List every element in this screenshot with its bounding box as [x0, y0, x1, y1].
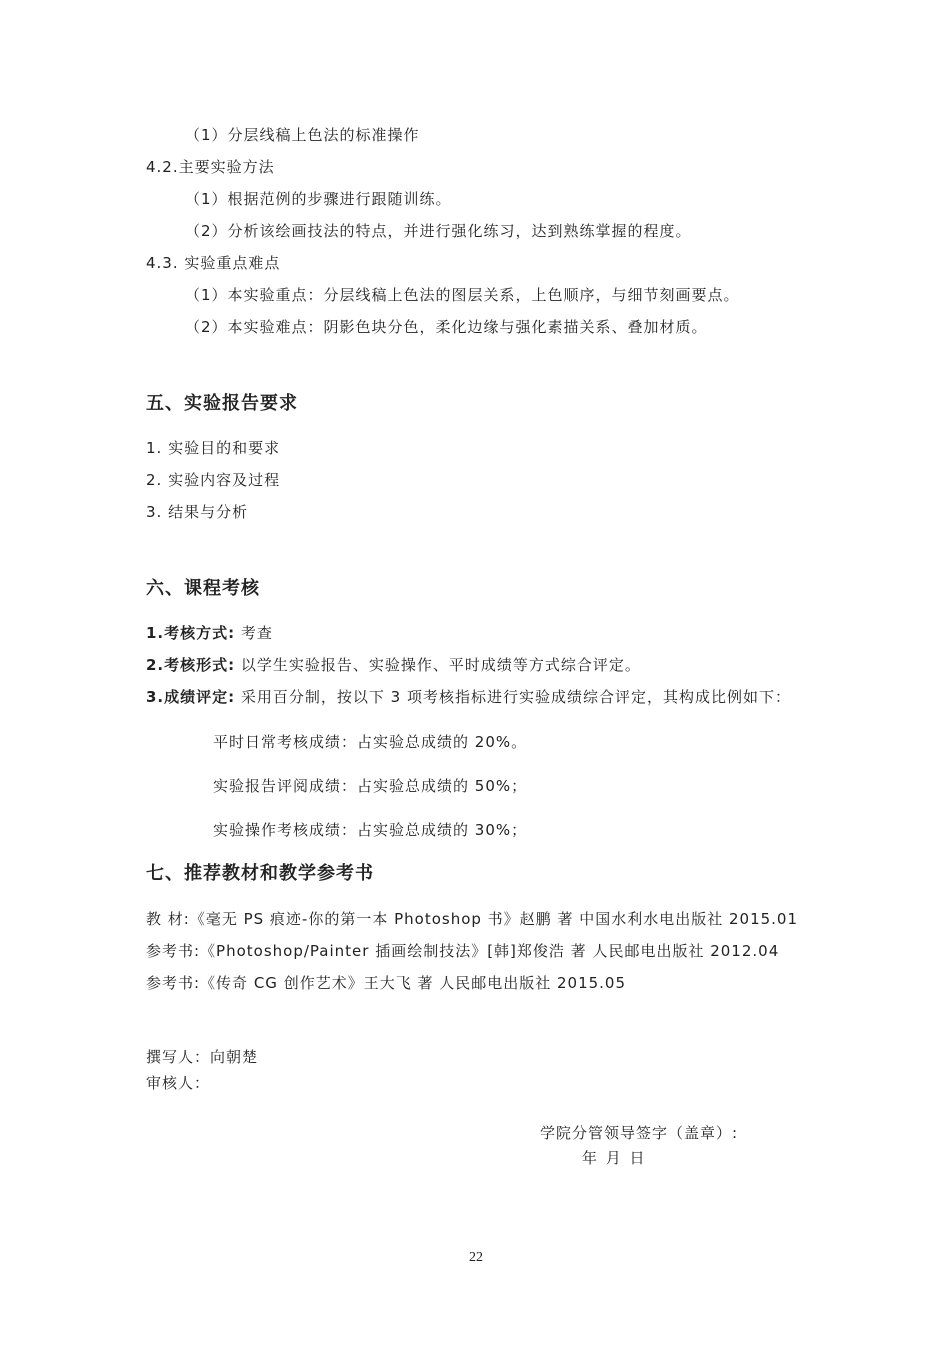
section-7-heading: 七、推荐教材和教学参考书	[146, 863, 374, 884]
assessment-form-value: 以学生实验报告、实验操作、平时成绩等方式综合评定。	[235, 656, 641, 674]
grade-evaluation	[146, 687, 791, 707]
assessment-method-label: 1.考核方式:	[146, 624, 236, 642]
reviewer-line: 审核人：	[146, 1074, 211, 1092]
section-5-heading: 五、实验报告要求	[146, 393, 298, 414]
grade-evaluation-value: 采用百分制，按以下 3 项考核指标进行实验成绩综合评定，其构成比例如下：	[235, 688, 791, 706]
report-item-1: 1. 实验目的和要求	[146, 439, 281, 457]
method-item-1: （1）根据范例的步骤进行跟随训练。	[185, 190, 452, 208]
section-6-heading: 六、课程考核	[146, 578, 260, 599]
reference-book-2: 参考书:《传奇 CG 创作艺术》王大飞 著 人民邮电出版社 2015.05	[146, 974, 627, 992]
item-standard-operation: （1）分层线稿上色法的标准操作	[185, 126, 420, 144]
report-item-2: 2. 实验内容及过程	[146, 471, 281, 489]
key-point-item: （1）本实验重点：分层线稿上色法的图层关系，上色顺序，与细节刻画要点。	[185, 286, 740, 304]
grade-daily: 平时日常考核成绩：占实验总成绩的 20%。	[213, 733, 528, 751]
reference-book-1: 参考书:《Photoshop/Painter 插画绘制技法》[韩]郑俊浩 著 人民邮电出版社 2012.04	[146, 942, 780, 960]
subheading-key-points: 4.3. 实验重点难点	[146, 254, 281, 272]
assessment-method-value: 考查	[235, 624, 273, 642]
assessment-form	[146, 655, 641, 675]
assessment-method	[146, 623, 273, 643]
grade-operation: 实验操作考核成绩：占实验总成绩的 30%；	[213, 821, 528, 839]
grade-evaluation-label: 3.成绩评定:	[146, 688, 236, 706]
leader-signature-line: 学院分管领导签字（盖章）:	[540, 1124, 739, 1142]
writer-line: 撰写人：向朝楚	[146, 1048, 259, 1066]
subheading-main-methods: 4.2.主要实验方法	[146, 158, 275, 176]
assessment-form-label: 2.考核形式:	[146, 656, 236, 674]
difficulty-item: （2）本实验难点：阴影色块分色，柔化边缘与强化素描关系、叠加材质。	[185, 318, 708, 336]
page-number: 22	[469, 1250, 483, 1265]
report-item-3: 3. 结果与分析	[146, 503, 249, 521]
textbook-entry: 教 材:《毫无 PS 痕迹-你的第一本 Photoshop 书》赵鹏 著 中国水利水电出版社 2015.01	[146, 910, 799, 928]
date-line: 年 月 日	[582, 1149, 647, 1167]
grade-report: 实验报告评阅成绩：占实验总成绩的 50%；	[213, 777, 528, 795]
method-item-2: （2）分析该绘画技法的特点，并进行强化练习，达到熟练掌握的程度。	[185, 222, 692, 240]
